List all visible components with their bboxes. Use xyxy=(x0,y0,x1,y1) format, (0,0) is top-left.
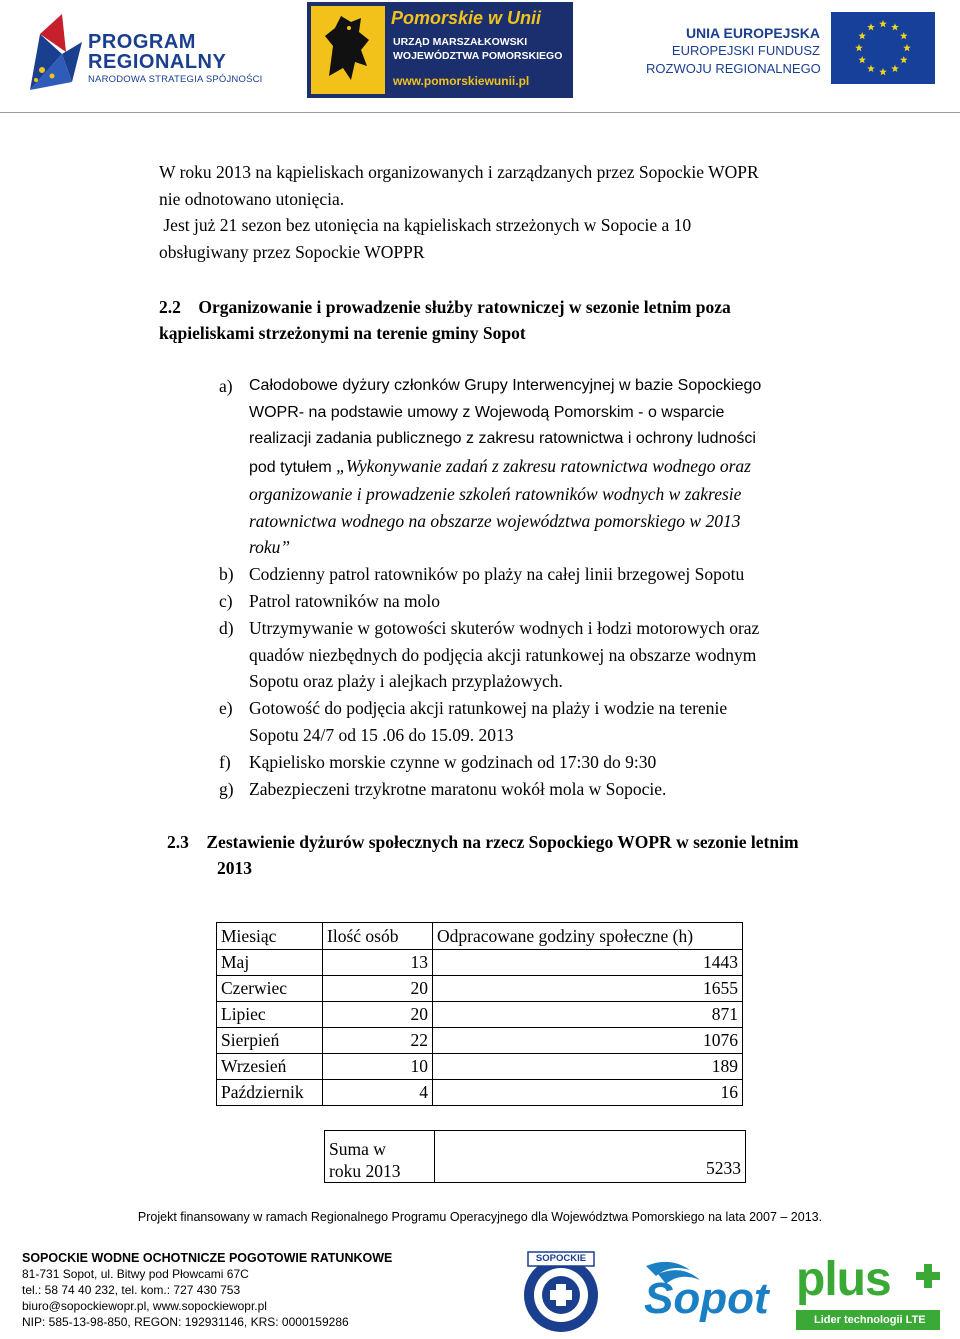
month-cell: Październik xyxy=(217,1080,323,1106)
project-title-italic: roku” xyxy=(249,537,291,557)
sum-label-cell xyxy=(325,1131,435,1183)
plus-subtitle-bar xyxy=(796,1310,940,1330)
eu-star-icon xyxy=(900,56,908,63)
section-heading-line: 2.2 Organizowanie i prowadzenie służby ratowniczej w sezonie letnim poza xyxy=(159,297,731,317)
people-cell: 4 xyxy=(323,1080,433,1106)
column-header-hours: Odpracowane godziny społeczne (h) xyxy=(433,923,743,950)
org-address: 81-731 Sopot, ul. Bitwy pod Płowcami 67C xyxy=(22,1267,249,1281)
section-heading-line: 2.3 Zestawienie dyżurów społecznych na rzecz Sopockiego WOPR w sezonie letnim xyxy=(167,832,799,852)
list-item-line: Codzienny patrol ratowników po plaży na całej linii brzegowej Sopotu xyxy=(249,564,745,584)
eu-logo-line2: EUROPEJSKI FUNDUSZ xyxy=(671,43,820,58)
program-logo-line2: REGIONALNY xyxy=(88,51,227,73)
star-logo-icon xyxy=(22,12,84,90)
hours-cell: 16 xyxy=(433,1080,743,1106)
sum-label-line: Suma w xyxy=(329,1139,386,1159)
eu-star-icon xyxy=(867,65,875,72)
list-item-line: WOPR- na podstawie umowy z Wojewodą Pomorskim - o wsparcie xyxy=(249,403,725,421)
sopot-city-logo xyxy=(640,1256,770,1334)
month-cell: Wrzesień xyxy=(217,1054,323,1080)
list-item-label: f) xyxy=(219,752,231,772)
list-item-line: Całodobowe dyżury członków Grupy Interwencyjnej w bazie Sopockiego xyxy=(249,377,762,394)
hours-cell: 1655 xyxy=(433,976,743,1002)
intro-line: W roku 2013 na kąpieliskach organizowanych i zarządzanych przez Sopockie WOPR xyxy=(159,162,759,182)
eu-star-icon xyxy=(855,44,863,51)
eu-star-icon xyxy=(903,44,911,51)
hours-cell: 1076 xyxy=(433,1028,743,1054)
pomorskie-logo-line2: WOJEWÓDZTWA POMORSKIEGO xyxy=(393,50,563,62)
list-item-label: c) xyxy=(219,591,233,611)
list-item-line: Sopotu oraz plaży i alejkach przyplażowych. xyxy=(249,671,563,691)
eu-fund-logo xyxy=(646,12,936,90)
intro-line: nie odnotowano utonięcia. xyxy=(159,188,345,209)
list-item-line-prefix: pod tytułem xyxy=(249,458,337,476)
list-item-label: b) xyxy=(219,564,234,584)
list-item-line: Zabezpieczeni trzykrotne maratonu wokół mola w Sopocie. xyxy=(249,779,667,799)
list-item-line: Patrol ratowników na molo xyxy=(249,591,441,611)
eu-flag-icon xyxy=(831,12,935,84)
eu-star-icon xyxy=(879,20,887,27)
intro-line: obsługiwany przez Sopockie WOPPR xyxy=(159,241,425,262)
people-cell: 20 xyxy=(323,1002,433,1028)
people-cell: 13 xyxy=(323,950,433,976)
project-title-italic: organizowanie i prowadzenie szkoleń ratowników wodnych w zakresie xyxy=(249,484,742,504)
org-phones: tel.: 58 74 40 232, tel. kom.: 727 430 753 xyxy=(22,1283,241,1297)
table-row xyxy=(217,1028,743,1054)
section-2-2-heading xyxy=(159,294,731,346)
duty-table xyxy=(216,922,743,1106)
list-item-line: Sopotu 24/7 od 15 .06 do 15.09. 2013 xyxy=(249,724,514,745)
org-registry-ids: NIP: 585-13-98-850, REGON: 192931146, KRS: 0000159286 xyxy=(22,1315,349,1329)
table-row xyxy=(217,950,743,976)
plus-logo-text: plus xyxy=(796,1253,891,1306)
table-row xyxy=(217,1054,743,1080)
list-item-line: realizacji zadania publicznego z zakresu ratownictwa i ochrony ludności xyxy=(249,430,756,447)
month-cell: Lipiec xyxy=(217,1002,323,1028)
eu-star-icon xyxy=(900,32,908,39)
pomorskie-logo-line1: URZĄD MARSZAŁKOWSKI xyxy=(393,36,528,48)
list-item-label: a) xyxy=(219,376,233,396)
hours-cell: 1443 xyxy=(433,950,743,976)
sum-table xyxy=(324,1130,746,1183)
list-item-label: e) xyxy=(219,698,233,718)
intro-paragraph xyxy=(159,159,759,265)
people-cell: 20 xyxy=(323,976,433,1002)
section-heading-line: 2013 xyxy=(217,858,252,878)
org-email-web: biuro@sopockiewopr.pl, www.sopockiewopr.pl xyxy=(22,1299,267,1313)
eu-star-icon xyxy=(891,65,899,72)
program-logo-line1: PROGRAM xyxy=(88,31,196,53)
people-cell: 10 xyxy=(323,1054,433,1080)
project-title-italic: ratownictwa wodnego na obszarze województwa pomorskiego w 2013 xyxy=(249,510,741,531)
sum-table-wrapper xyxy=(324,1130,746,1183)
eu-star-icon xyxy=(858,56,866,63)
list-item-line: Kąpielisko morskie czynne w godzinach od 17:30 do 9:30 xyxy=(249,752,657,772)
column-header-people: Ilość osób xyxy=(323,923,433,950)
sum-value-cell: 5233 xyxy=(435,1131,746,1183)
project-title-italic: „Wykonywanie zadań z zakresu ratownictwa wodnego oraz xyxy=(336,455,751,476)
intro-line: Jest już 21 sezon bez utonięcia na kąpieliskach strzeżonych w Sopocie a 10 xyxy=(159,215,692,235)
wopr-badge-logo xyxy=(520,1250,602,1334)
eu-logo-line3: ROZWOJU REGIONALNEGO xyxy=(646,61,821,76)
eu-logo-line1: UNIA EUROPEJSKA xyxy=(685,25,820,41)
sopot-logo-text: Sopot xyxy=(644,1274,769,1323)
pomorskie-logo-url: www.pomorskiewunii.pl xyxy=(393,74,530,88)
list-item-label: g) xyxy=(219,779,234,799)
org-name: SOPOCKIE WODNE OCHOTNICZE POGOTOWIE RATUNKOWE xyxy=(22,1251,393,1265)
organization-contact-block xyxy=(22,1250,392,1330)
sum-row xyxy=(325,1131,746,1183)
plus-lte-logo xyxy=(796,1253,944,1332)
table-row xyxy=(217,1002,743,1028)
table-row xyxy=(217,1080,743,1106)
section-heading-line: kąpieliskami strzeżonymi na terenie gminy Sopot xyxy=(159,323,526,343)
pomorskie-logo-title: Pomorskie w Unii xyxy=(391,8,542,28)
list-item-line: Utrzymywanie w gotowości skuterów wodnych i łodzi motorowych oraz xyxy=(249,618,760,638)
plus-logo-subtitle: Lider technologii LTE xyxy=(814,1314,926,1326)
sum-label-line: roku 2013 xyxy=(329,1161,401,1181)
wopr-badge-text: SOPOCKIE xyxy=(535,1253,587,1264)
table-row xyxy=(217,976,743,1002)
duty-table-wrapper xyxy=(216,922,743,1106)
month-cell: Czerwiec xyxy=(217,976,323,1002)
eu-star-icon xyxy=(891,23,899,30)
program-regionalny-logo xyxy=(22,12,263,92)
eu-star-icon xyxy=(867,23,875,30)
project-funding-note: Projekt finansowany w ramach Regionalnego Programu Operacyjnego dla Województwa Pomorskiego na lata 2007 – 2013. xyxy=(137,1210,823,1224)
griffin-shield-icon xyxy=(311,6,385,94)
section-2-3-heading xyxy=(167,829,799,881)
list-item-line: Gotowość do podjęcia akcji ratunkowej na plaży i wodzie na terenie xyxy=(249,698,728,718)
list-item-label: d) xyxy=(219,618,234,638)
eu-star-icon xyxy=(858,32,866,39)
pomorskie-w-unii-logo xyxy=(307,2,573,98)
plus-sign-icon xyxy=(914,1262,942,1290)
program-logo-line3: NARODOWA STRATEGIA SPÓJNOŚCI xyxy=(88,74,263,85)
list-item-line: quadów niezbędnych do podjęcia akcji ratunkowej na obszarze wodnym xyxy=(249,644,757,665)
hours-cell: 189 xyxy=(433,1054,743,1080)
table-header-row xyxy=(217,923,743,950)
header-divider xyxy=(0,112,960,113)
month-cell: Maj xyxy=(217,950,323,976)
hours-cell: 871 xyxy=(433,1002,743,1028)
month-cell: Sierpień xyxy=(217,1028,323,1054)
column-header-month: Miesiąc xyxy=(217,923,323,950)
eu-star-icon xyxy=(879,68,887,75)
people-cell: 22 xyxy=(323,1028,433,1054)
